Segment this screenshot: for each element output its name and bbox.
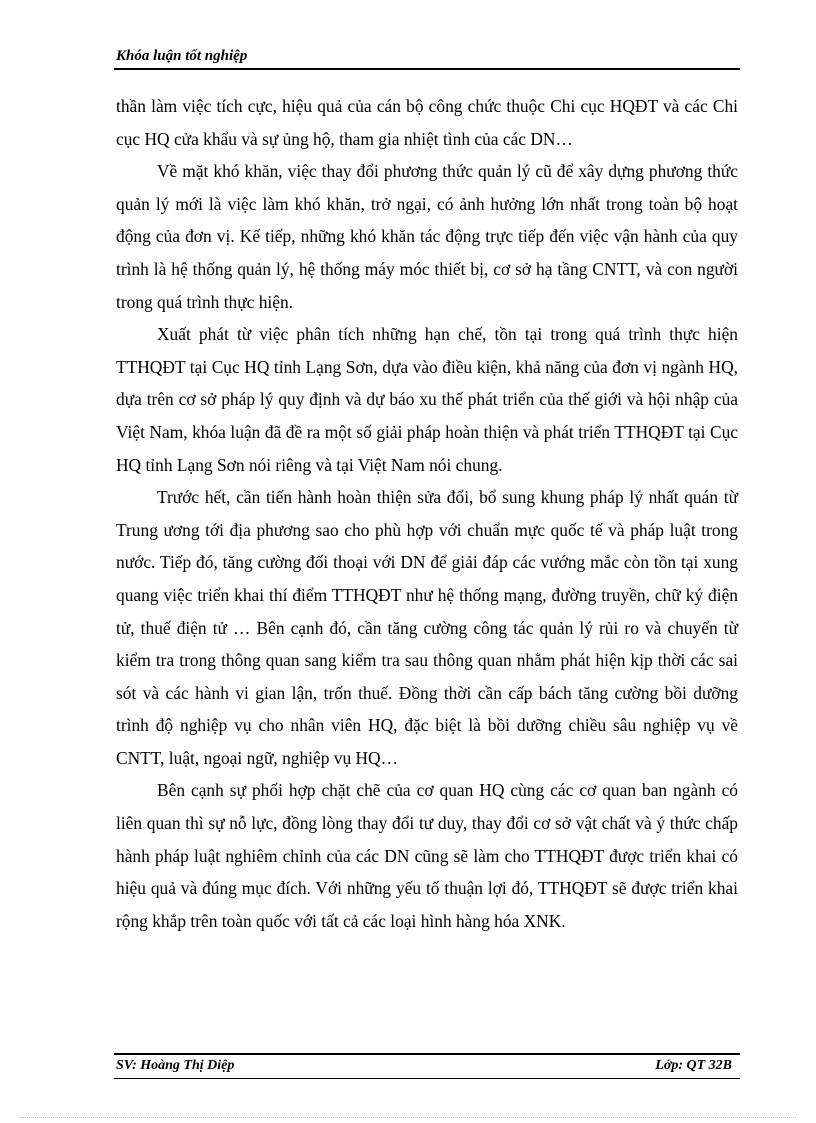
footer-bottom-rule: [114, 1078, 740, 1079]
paragraph-first-steps: Trước hết, cần tiến hành hoàn thiện sửa đổi, bổ sung khung pháp lý nhất quán từ Trung ương tới địa phương sao cho phù hợp với chuẩn mực quốc tế và pháp luật trong nước. Tiếp đó, tăng cường đối thoại với DN để giải đáp các vướng mắc còn tồn tại xung quang việc triển khai thí điểm TTHQĐT như hệ thống mạng, đường truyền, chữ ký điện tử, thuế điện tử … Bên cạnh đó, cần tăng cường công tác quản lý rủi ro và chuyển từ kiểm tra trong thông quan sang kiểm tra sau thông quan nhằm phát hiện kịp thời các sai sót và các hành vi gian lận, trốn thuế. Đồng thời cần cấp bách tăng cường bồi dưỡng trình độ nghiệp vụ cho nhân viên HQ, đặc biệt là bồi dưỡng chiều sâu nghiệp vụ về CNTT, luật, ngoại ngữ, nghiệp vụ HQ…: [116, 487, 738, 768]
body-text: [116, 90, 738, 937]
paragraph-continuation: thần làm việc tích cực, hiệu quả của cán bộ công chức thuộc Chi cục HQĐT và các Chi cục HQ cửa khẩu và sự ủng hộ, tham gia nhiệt tình của các DN…: [116, 96, 738, 149]
paragraph-difficulties: Về mặt khó khăn, việc thay đổi phương thức quản lý cũ để xây dựng phương thức quản lý mới là việc làm khó khăn, trở ngại, có ảnh hưởng lớn nhất trong toàn bộ hoạt động của đơn vị. Kế tiếp, những khó khăn tác động trực tiếp đến việc vận hành của quy trình là hệ thống quản lý, hệ thống máy móc thiết bị, cơ sở hạ tầng CNTT, và con người trong quá trình thực hiện.: [116, 161, 738, 312]
paragraph-solutions: Xuất phát từ việc phân tích những hạn chế, tồn tại trong quá trình thực hiện TTHQĐT tại Cục HQ tỉnh Lạng Sơn, dựa vào điều kiện, khả năng của đơn vị ngành HQ, dựa trên cơ sở pháp lý quy định và dự báo xu thế phát triển của thế giới và hội nhập của Việt Nam, khóa luận đã đề ra một số giải pháp hoàn thiện và phát triển TTHQĐT tại Cục HQ tỉnh Lạng Sơn nói riêng và tại Việt Nam nói chung.: [116, 324, 738, 475]
footer-class: Lớp: QT 32B: [655, 1058, 732, 1073]
paragraph-conclusion: Bên cạnh sự phối hợp chặt chẽ của cơ quan HQ cùng các cơ quan ban ngành có liên quan thì sự nỗ lực, đồng lòng thay đổi tư duy, thay đổi cơ sở vật chất và ý thức chấp hành pháp luật nghiêm chỉnh của các DN cũng sẽ làm cho TTHQĐT được triển khai có hiệu quả và đúng mục đích. Với những yếu tố thuận lợi đó, TTHQĐT sẽ được triển khai rộng khắp trên toàn quốc với tất cả các loại hình hàng hóa XNK.: [116, 780, 738, 931]
footer-student: SV: Hoàng Thị Diệp: [116, 1058, 235, 1073]
footer-rule: [114, 1053, 740, 1055]
page-edge-divider: [20, 1117, 796, 1118]
header-rule: [114, 68, 740, 70]
header-title: Khóa luận tốt nghiệp: [116, 48, 248, 64]
